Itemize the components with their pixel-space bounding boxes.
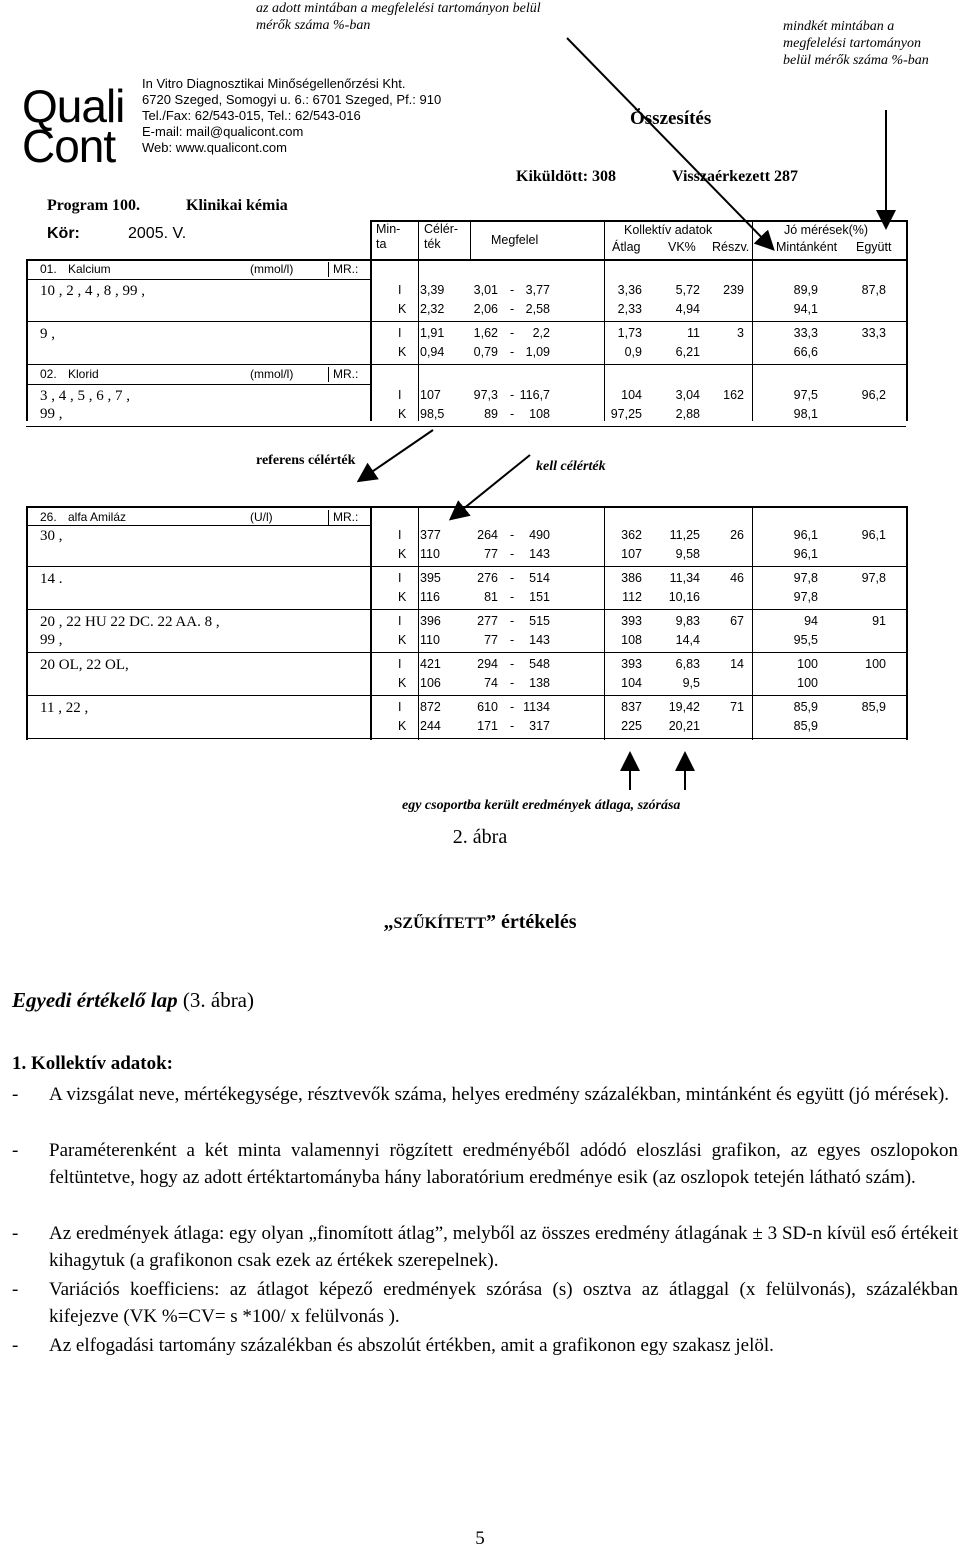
range-dash: - bbox=[510, 657, 515, 671]
pct-per-sample-cell: 33,3 bbox=[793, 326, 818, 340]
sample-codes: 14 . bbox=[40, 571, 63, 587]
sample-type-cell: K bbox=[398, 345, 407, 359]
target-value-cell: 421 bbox=[420, 657, 441, 671]
mean-cell: 837 bbox=[621, 700, 642, 714]
analyte-unit: (mmol/l) bbox=[250, 262, 294, 276]
bullet-item: - Az elfogadási tartomány százalékban és abszolút értékben, amit a grafikonon egy szakasz jelöl. bbox=[12, 1332, 960, 1359]
pct-together-cell: 100 bbox=[865, 657, 886, 671]
bullet-text: Paraméterenként a két minta valamennyi rögzített eredményéből adódó eloszlási grafikon, az egyes oszlopokon feltüntetve, hogy az adott értéktartományba hány laboratórium eredménye esik (az oszlopok tetején látható szám). bbox=[49, 1140, 958, 1188]
section-title bbox=[0, 911, 960, 934]
target-value-cell: 1,91 bbox=[420, 326, 445, 340]
range-dash: - bbox=[510, 633, 515, 647]
pct-per-sample-cell: 85,9 bbox=[793, 719, 818, 733]
annotation-both-samples: mindkét mintában a megfelelési tartományon belül mérők száma %-ban bbox=[783, 19, 929, 68]
mean-cell: 3,36 bbox=[617, 283, 642, 297]
range-dash: - bbox=[510, 528, 515, 542]
cv-cell: 6,21 bbox=[675, 345, 700, 359]
range-low-cell: 81 bbox=[484, 590, 498, 604]
sample-type-cell: K bbox=[398, 407, 407, 421]
range-low-cell: 3,01 bbox=[473, 283, 498, 297]
sample-type-cell: K bbox=[398, 302, 407, 316]
range-high-cell: 151 bbox=[529, 590, 550, 604]
pct-per-sample-cell: 97,8 bbox=[793, 571, 818, 585]
range-dash: - bbox=[510, 388, 515, 402]
pct-together-cell: 96,1 bbox=[861, 528, 886, 542]
range-dash: - bbox=[510, 614, 515, 628]
target-value-cell: 3,39 bbox=[420, 283, 445, 297]
list-heading-number: 1. bbox=[12, 1053, 27, 1074]
arrow-to-kell bbox=[452, 455, 530, 518]
org-line: 6720 Szeged, Somogyi u. 6.: 6701 Szeged, Pf.: 910 bbox=[142, 92, 442, 107]
mean-cell: 393 bbox=[621, 657, 642, 671]
range-high-cell: 2,58 bbox=[525, 302, 550, 316]
mean-cell: 1,73 bbox=[617, 326, 642, 340]
range-dash: - bbox=[510, 590, 515, 604]
range-low-cell: 89 bbox=[484, 407, 498, 421]
arrow-to-mintankent bbox=[567, 38, 772, 248]
cv-cell: 4,94 bbox=[675, 302, 700, 316]
range-low-cell: 171 bbox=[477, 719, 498, 733]
header-egyutt: Együtt bbox=[856, 240, 892, 254]
pct-together-cell: 87,8 bbox=[861, 283, 886, 297]
subsection-rest: (3. ábra) bbox=[177, 988, 254, 1012]
cv-cell: 6,83 bbox=[675, 657, 700, 671]
sample-type-cell: I bbox=[398, 528, 402, 542]
pct-per-sample-cell: 100 bbox=[797, 676, 818, 690]
mean-cell: 104 bbox=[621, 388, 642, 402]
range-high-cell: 1,09 bbox=[525, 345, 550, 359]
range-high-cell: 3,77 bbox=[525, 283, 550, 297]
cv-cell: 11 bbox=[687, 326, 700, 340]
returned-value: 287 bbox=[774, 168, 799, 185]
annotation-referens-text: referens célérték bbox=[256, 453, 356, 468]
range-high-cell: 514 bbox=[529, 571, 550, 585]
range-dash: - bbox=[510, 302, 515, 316]
header-vk: VK% bbox=[668, 240, 696, 254]
sample-type-cell: K bbox=[398, 633, 407, 647]
pct-per-sample-cell: 94 bbox=[804, 614, 818, 628]
sample-type-cell: K bbox=[398, 719, 407, 733]
cv-cell: 9,5 bbox=[682, 676, 700, 690]
section-title-open-quote: „ bbox=[383, 911, 394, 933]
range-dash: - bbox=[510, 700, 515, 714]
cv-cell: 19,42 bbox=[668, 700, 700, 714]
sample-type-cell: I bbox=[398, 283, 402, 297]
range-low-cell: 277 bbox=[477, 614, 498, 628]
range-dash: - bbox=[510, 407, 515, 421]
range-high-cell: 108 bbox=[529, 407, 550, 421]
range-low-cell: 2,06 bbox=[473, 302, 498, 316]
target-value-cell: 110 bbox=[420, 633, 440, 647]
range-low-cell: 1,62 bbox=[473, 326, 498, 340]
mr-label: MR.: bbox=[333, 510, 359, 524]
range-high-cell: 548 bbox=[529, 657, 550, 671]
analyte-number: 01. bbox=[40, 262, 57, 276]
range-high-cell: 490 bbox=[529, 528, 550, 542]
participants-cell: 67 bbox=[730, 614, 744, 628]
pct-per-sample-cell: 94,1 bbox=[793, 302, 818, 316]
cv-cell: 9,58 bbox=[675, 547, 700, 561]
sample-type-cell: I bbox=[398, 326, 402, 340]
section-title-caps: SZŰKÍTETT bbox=[393, 915, 486, 932]
mean-cell: 386 bbox=[621, 571, 642, 585]
header-megfelel: Megfelel bbox=[491, 233, 539, 247]
pct-together-cell: 85,9 bbox=[861, 700, 886, 714]
analyte-number: 02. bbox=[40, 367, 57, 381]
mean-cell: 112 bbox=[622, 590, 642, 604]
pct-per-sample-cell: 95,5 bbox=[793, 633, 818, 647]
range-dash: - bbox=[510, 676, 515, 690]
pct-per-sample-cell: 96,1 bbox=[793, 547, 818, 561]
range-high-cell: 143 bbox=[529, 547, 550, 561]
range-low-cell: 74 bbox=[484, 676, 498, 690]
org-line: Tel./Fax: 62/543-015, Tel.: 62/543-016 bbox=[142, 108, 361, 123]
range-dash: - bbox=[510, 326, 515, 340]
org-line: In Vitro Diagnosztikai Minőségellenőrzési Kht. bbox=[142, 76, 406, 91]
pct-per-sample-cell: 98,1 bbox=[793, 407, 818, 421]
pct-together-cell: 33,3 bbox=[861, 326, 886, 340]
sent-label: Kiküldött: bbox=[516, 168, 589, 185]
range-low-cell: 97,3 bbox=[473, 388, 498, 402]
sample-codes: 10 , 2 , 4 , 8 , 99 , bbox=[40, 283, 145, 299]
range-dash: - bbox=[510, 571, 515, 585]
range-low-cell: 610 bbox=[477, 700, 498, 714]
mean-cell: 225 bbox=[621, 719, 642, 733]
participants-cell: 46 bbox=[730, 571, 744, 585]
sample-type-cell: I bbox=[398, 700, 402, 714]
range-low-cell: 276 bbox=[477, 571, 498, 585]
participants-cell: 26 bbox=[730, 528, 744, 542]
participants-cell: 162 bbox=[723, 388, 744, 402]
logo-line-2: Cont bbox=[22, 120, 116, 172]
list-heading-text: Kollektív adatok: bbox=[31, 1053, 173, 1074]
header-minta: Min-ta bbox=[376, 222, 401, 251]
org-line: Web: www.qualicont.com bbox=[142, 140, 287, 155]
sample-codes: 3 , 4 , 5 , 6 , 7 , bbox=[40, 388, 130, 404]
target-value-cell: 872 bbox=[420, 700, 441, 714]
pct-per-sample-cell: 100 bbox=[797, 657, 818, 671]
pct-together-cell: 96,2 bbox=[861, 388, 886, 402]
range-dash: - bbox=[510, 283, 515, 297]
header-celertek: Célér-ték bbox=[424, 222, 459, 251]
bullet-item: - A vizsgálat neve, mértékegysége, résztvevők száma, helyes eredmény százalékban, mintánként és együtt (jó mérések). bbox=[12, 1081, 960, 1108]
sample-codes: 99 , bbox=[40, 406, 63, 422]
pct-per-sample-cell: 89,9 bbox=[793, 283, 818, 297]
annotation-group-average: egy csoportba került eredmények átlaga, szórása bbox=[402, 798, 681, 813]
bullet-text: Az eredmények átlaga: egy olyan „finomított átlag”, melyből az összes eredmény átlagának ± 3 SD-n kívül eső értékeit kihagytuk (a grafikonon csak ezek az értékek szerepelnek). bbox=[49, 1223, 958, 1271]
pct-per-sample-cell: 96,1 bbox=[793, 528, 818, 542]
org-line: E-mail: mail@qualicont.com bbox=[142, 124, 304, 139]
target-value-cell: 110 bbox=[420, 547, 440, 561]
sample-codes: 11 , 22 , bbox=[40, 700, 89, 716]
pct-per-sample-cell: 97,8 bbox=[793, 590, 818, 604]
bullet-text: Variációs koefficiens: az átlagot képező eredmények szórása (s) osztva az átlaggal (x felülvonás), százalékban kifejezve (VK %=CV= s *100/ x felülvonás ). bbox=[49, 1279, 958, 1327]
bullet-text: A vizsgálat neve, mértékegysége, résztvevők száma, helyes eredmény százalékban, mintánként és együtt (jó mérések). bbox=[49, 1084, 950, 1105]
analyte-name: alfa Amiláz bbox=[68, 510, 127, 524]
range-high-cell: 1134 bbox=[523, 700, 550, 714]
mean-cell: 107 bbox=[621, 547, 642, 561]
target-value-cell: 107 bbox=[420, 388, 441, 402]
bullet-text: Az elfogadási tartomány százalékban és abszolút értékben, amit a grafikonon egy szakasz jelöl. bbox=[49, 1335, 774, 1356]
program-name: Klinikai kémia bbox=[186, 197, 288, 214]
mean-cell: 393 bbox=[621, 614, 642, 628]
mean-cell: 362 bbox=[621, 528, 642, 542]
target-value-cell: 0,94 bbox=[420, 345, 445, 359]
sample-type-cell: I bbox=[398, 388, 402, 402]
range-low-cell: 294 bbox=[477, 657, 498, 671]
annotation-per-sample: az adott mintában a megfelelési tartományon belül mérők száma %-ban bbox=[256, 1, 541, 33]
analyte-name: Klorid bbox=[68, 367, 99, 381]
cv-cell: 9,83 bbox=[675, 614, 700, 628]
analyte-unit: (mmol/l) bbox=[250, 367, 294, 381]
arrow-helper bbox=[405, 428, 432, 520]
analyte-name: Kalcium bbox=[68, 262, 111, 276]
header-kollektiv: Kollektív adatok bbox=[624, 223, 713, 237]
figure-caption: 2. ábra bbox=[452, 826, 508, 848]
sample-type-cell: I bbox=[398, 571, 402, 585]
participants-cell: 239 bbox=[723, 283, 744, 297]
cv-cell: 5,72 bbox=[675, 283, 700, 297]
returned-label: Visszaérkezett bbox=[672, 168, 771, 185]
range-high-cell: 317 bbox=[529, 719, 550, 733]
mean-cell: 2,33 bbox=[617, 302, 642, 316]
sample-codes: 20 , 22 HU 22 DC. 22 AA. 8 , bbox=[40, 614, 220, 630]
summary-title: Összesítés bbox=[630, 108, 712, 129]
bullet-item: - Variációs koefficiens: az átlagot képező eredmények szórása (s) osztva az átlaggal (x felülvonás), százalékban kifejezve (VK %=CV= s *100/ x felülvonás ). bbox=[12, 1276, 960, 1330]
range-dash: - bbox=[510, 719, 515, 733]
cv-cell: 20,21 bbox=[668, 719, 700, 733]
subsection-italic: Egyedi értékelő lap bbox=[12, 988, 178, 1012]
sample-codes: 20 OL, 22 OL, bbox=[40, 657, 129, 673]
mean-cell: 108 bbox=[621, 633, 642, 647]
target-value-cell: 396 bbox=[420, 614, 441, 628]
range-low-cell: 77 bbox=[484, 633, 498, 647]
cv-cell: 14,4 bbox=[675, 633, 700, 647]
range-high-cell: 143 bbox=[529, 633, 550, 647]
range-high-cell: 515 bbox=[529, 614, 550, 628]
participants-cell: 71 bbox=[730, 700, 744, 714]
sample-type-cell: K bbox=[398, 590, 407, 604]
cv-cell: 10,16 bbox=[668, 590, 700, 604]
target-value-cell: 116 bbox=[420, 590, 440, 604]
bullet-item: - Paraméterenként a két minta valamennyi rögzített eredményéből adódó eloszlási grafikon, az egyes oszlopokon feltüntetve, hogy az adott értéktartományba hány laboratórium eredménye esik (az oszlopok tetején látható szám). bbox=[12, 1137, 960, 1191]
range-high-cell: 116,7 bbox=[519, 388, 550, 402]
range-high-cell: 2,2 bbox=[532, 326, 550, 340]
annotation-kell: kell célérték bbox=[536, 459, 606, 474]
participants-cell: 3 bbox=[737, 326, 744, 340]
range-low-cell: 264 bbox=[477, 528, 498, 542]
header-reszv: Részv. bbox=[712, 240, 750, 254]
sample-codes: 99 , bbox=[40, 632, 63, 648]
range-high-cell: 138 bbox=[529, 676, 550, 690]
mr-label: MR.: bbox=[333, 367, 359, 381]
pct-per-sample-cell: 66,6 bbox=[793, 345, 818, 359]
target-value-cell: 106 bbox=[420, 676, 441, 690]
pct-per-sample-cell: 97,5 bbox=[793, 388, 818, 402]
range-low-cell: 77 bbox=[484, 547, 498, 561]
target-value-cell: 2,32 bbox=[420, 302, 445, 316]
sample-codes: 9 , bbox=[40, 326, 55, 342]
target-value-cell: 395 bbox=[420, 571, 441, 585]
pct-together-cell: 91 bbox=[872, 614, 886, 628]
subsection-title bbox=[12, 988, 254, 1013]
arrow-to-referens bbox=[360, 430, 433, 480]
round-value: 2005. V. bbox=[128, 225, 187, 242]
target-value-cell: 98,5 bbox=[420, 407, 445, 421]
list-heading bbox=[12, 1053, 173, 1075]
cv-cell: 2,88 bbox=[675, 407, 700, 421]
section-title-rest: ” értékelés bbox=[485, 911, 577, 933]
mean-cell: 0,9 bbox=[624, 345, 642, 359]
range-dash: - bbox=[510, 547, 515, 561]
header-atlag: Átlag bbox=[612, 240, 641, 254]
cv-cell: 11,34 bbox=[669, 571, 700, 585]
mean-cell: 104 bbox=[621, 676, 642, 690]
participants-cell: 14 bbox=[730, 657, 744, 671]
analyte-number: 26. bbox=[40, 510, 57, 524]
cv-cell: 3,04 bbox=[675, 388, 700, 402]
mr-label: MR.: bbox=[333, 262, 359, 276]
sample-type-cell: I bbox=[398, 657, 402, 671]
page-number: 5 bbox=[475, 1528, 485, 1549]
program-label: Program 100. bbox=[47, 197, 141, 214]
target-value-cell: 244 bbox=[420, 719, 441, 733]
round-label: Kör: bbox=[47, 225, 80, 242]
sent-value: 308 bbox=[592, 168, 617, 185]
mean-cell: 97,25 bbox=[610, 407, 642, 421]
analyte-unit: (U/l) bbox=[250, 510, 273, 524]
cv-cell: 11,25 bbox=[669, 528, 700, 542]
pct-per-sample-cell: 85,9 bbox=[793, 700, 818, 714]
header-jo-meresek: Jó mérések(%) bbox=[784, 223, 869, 237]
sample-codes: 30 , bbox=[40, 528, 63, 544]
pct-together-cell: 97,8 bbox=[861, 571, 886, 585]
sample-type-cell: K bbox=[398, 547, 407, 561]
range-dash: - bbox=[510, 345, 515, 359]
range-low-cell: 0,79 bbox=[473, 345, 498, 359]
sample-type-cell: I bbox=[398, 614, 402, 628]
header-mintankent: Mintánként bbox=[776, 240, 838, 254]
logo-line-1: Quali bbox=[22, 80, 125, 132]
sample-type-cell: K bbox=[398, 676, 407, 690]
target-value-cell: 377 bbox=[420, 528, 441, 542]
bullet-item: - Az eredmények átlaga: egy olyan „finomított átlag”, melyből az összes eredmény átlagának ± 3 SD-n kívül eső értékeit kihagytuk (a grafikonon csak ezek az értékek szerepelnek). bbox=[12, 1220, 960, 1274]
